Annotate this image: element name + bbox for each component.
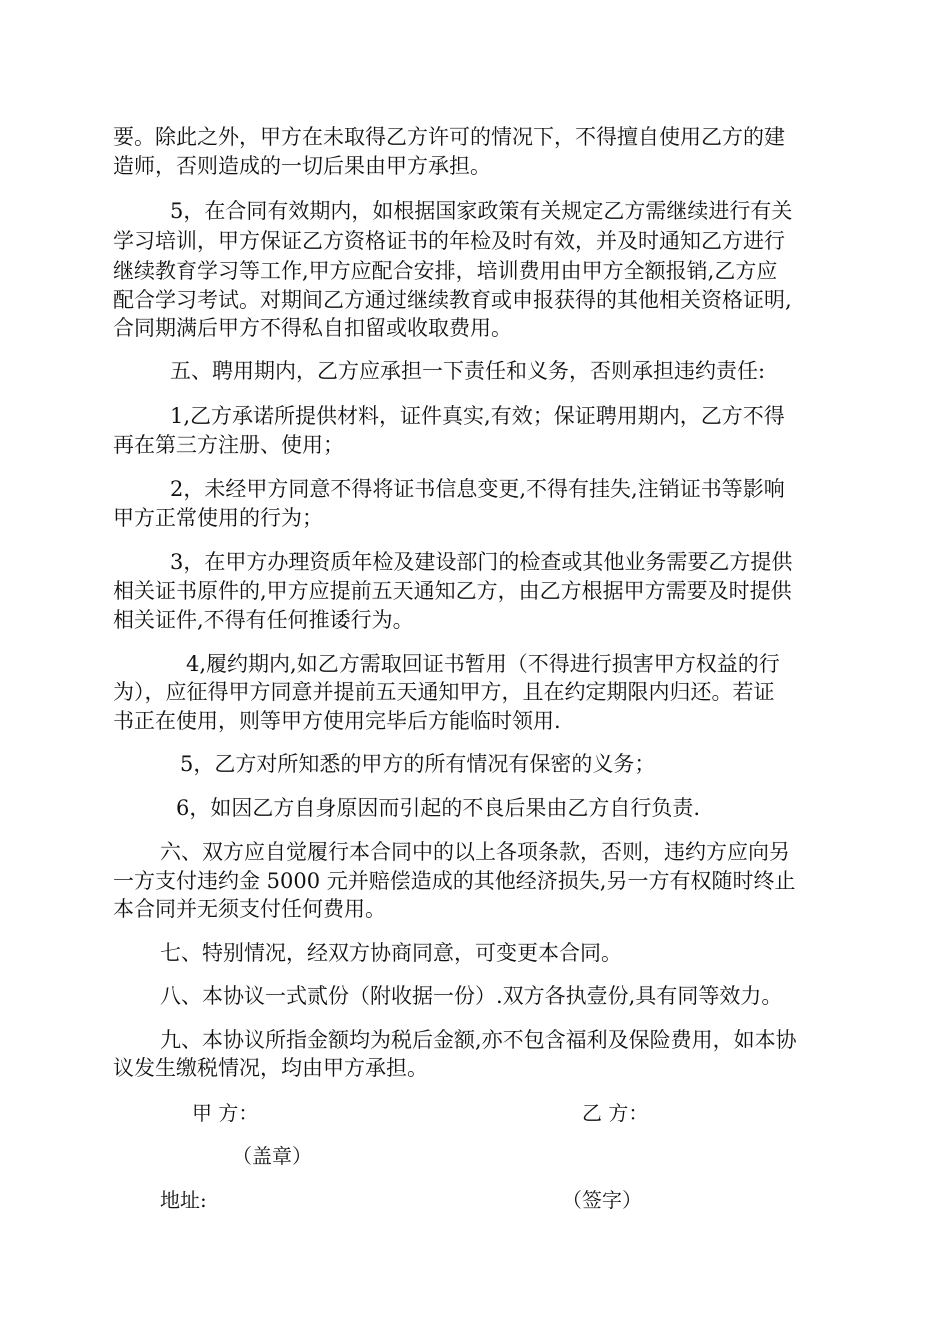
text-line: 甲方正常使用的行为； [113, 506, 323, 530]
text-line: 议发生缴税情况，均由甲方承担。 [113, 1056, 428, 1080]
text-line: 配合学习考试。对期间乙方通过继续教育或申报获得的其他相关资格证明, [113, 288, 792, 312]
text-line: 本合同并无须支付任何费用。 [113, 897, 386, 921]
text-line: 1,乙方承诺所提供材料，证件真实,有效；保证聘用期内，乙方不得 [170, 404, 785, 428]
text-line: 4,履约期内,如乙方需取回证书暂用（不得进行损害甲方权益的行 [186, 652, 780, 676]
text-line: 继续教育学习等工作,甲方应配合安排，培训费用由甲方全额报销,乙方应 [113, 259, 778, 283]
address-label: 地址: [160, 1188, 207, 1212]
party-b-label: 乙 方： [582, 1101, 649, 1125]
text-line: 再在第三方注册、使用； [113, 433, 344, 457]
text-line: 合同期满后甲方不得私自扣留或收取费用。 [113, 316, 512, 340]
text-line: 2，未经甲方同意不得将证书信息变更,不得有挂失,注销证书等影响 [170, 477, 785, 501]
text-line: 一方支付违约金 5000 元并赔偿造成的其他经济损失,另一方有权随时终止 [113, 869, 796, 893]
section-heading: 五、聘用期内，乙方应承担一下责任和义务，否则承担违约责任: [170, 359, 766, 383]
text-line: 学习培训，甲方保证乙方资格证书的年检及时有效，并及时通知乙方进行 [113, 229, 785, 253]
text-line: 5，在合同有效期内，如根据国家政策有关规定乙方需继续进行有关 [170, 199, 793, 223]
signature-label: （签字） [562, 1188, 642, 1212]
party-a-label: 甲 方： [192, 1101, 259, 1125]
text-line: 相关证书原件的,甲方应提前五天通知乙方，由乙方根据甲方需要及时提供 [113, 579, 792, 603]
text-line: 为），应征得甲方同意并提前五天通知甲方，且在约定期限内归还。若证 [113, 680, 775, 704]
seal-label: （盖章） [232, 1144, 312, 1168]
text-line: 5，乙方对所知悉的甲方的所有情况有保密的义务； [180, 752, 656, 776]
text-line: 相关证件,不得有任何推诿行为。 [113, 608, 414, 632]
section-heading: 九、本协议所指金额均为税后金额,亦不包含福利及保险费用，如本协 [160, 1028, 797, 1052]
text-line: 书正在使用，则等甲方使用完毕后方能临时领用. [113, 709, 561, 733]
section-heading: 七、特别情况，经双方协商同意，可变更本合同。 [160, 941, 622, 965]
text-line: 3，在甲方办理资质年检及建设部门的检查或其他业务需要乙方提供 [170, 550, 793, 574]
text-line: 6，如因乙方自身原因而引起的不良后果由乙方自行负责. [176, 796, 701, 820]
text-line: 要。除此之外，甲方在未取得乙方许可的情况下，不得擅自使用乙方的建 [113, 125, 785, 149]
text-line: 造师，否则造成的一切后果由甲方承担。 [113, 154, 491, 178]
section-heading: 八、本协议一式贰份（附收据一份）.双方各执壹份,具有同等效力。 [160, 984, 783, 1008]
section-heading: 六、双方应自觉履行本合同中的以上各项条款，否则，违约方应向另 [160, 840, 790, 864]
